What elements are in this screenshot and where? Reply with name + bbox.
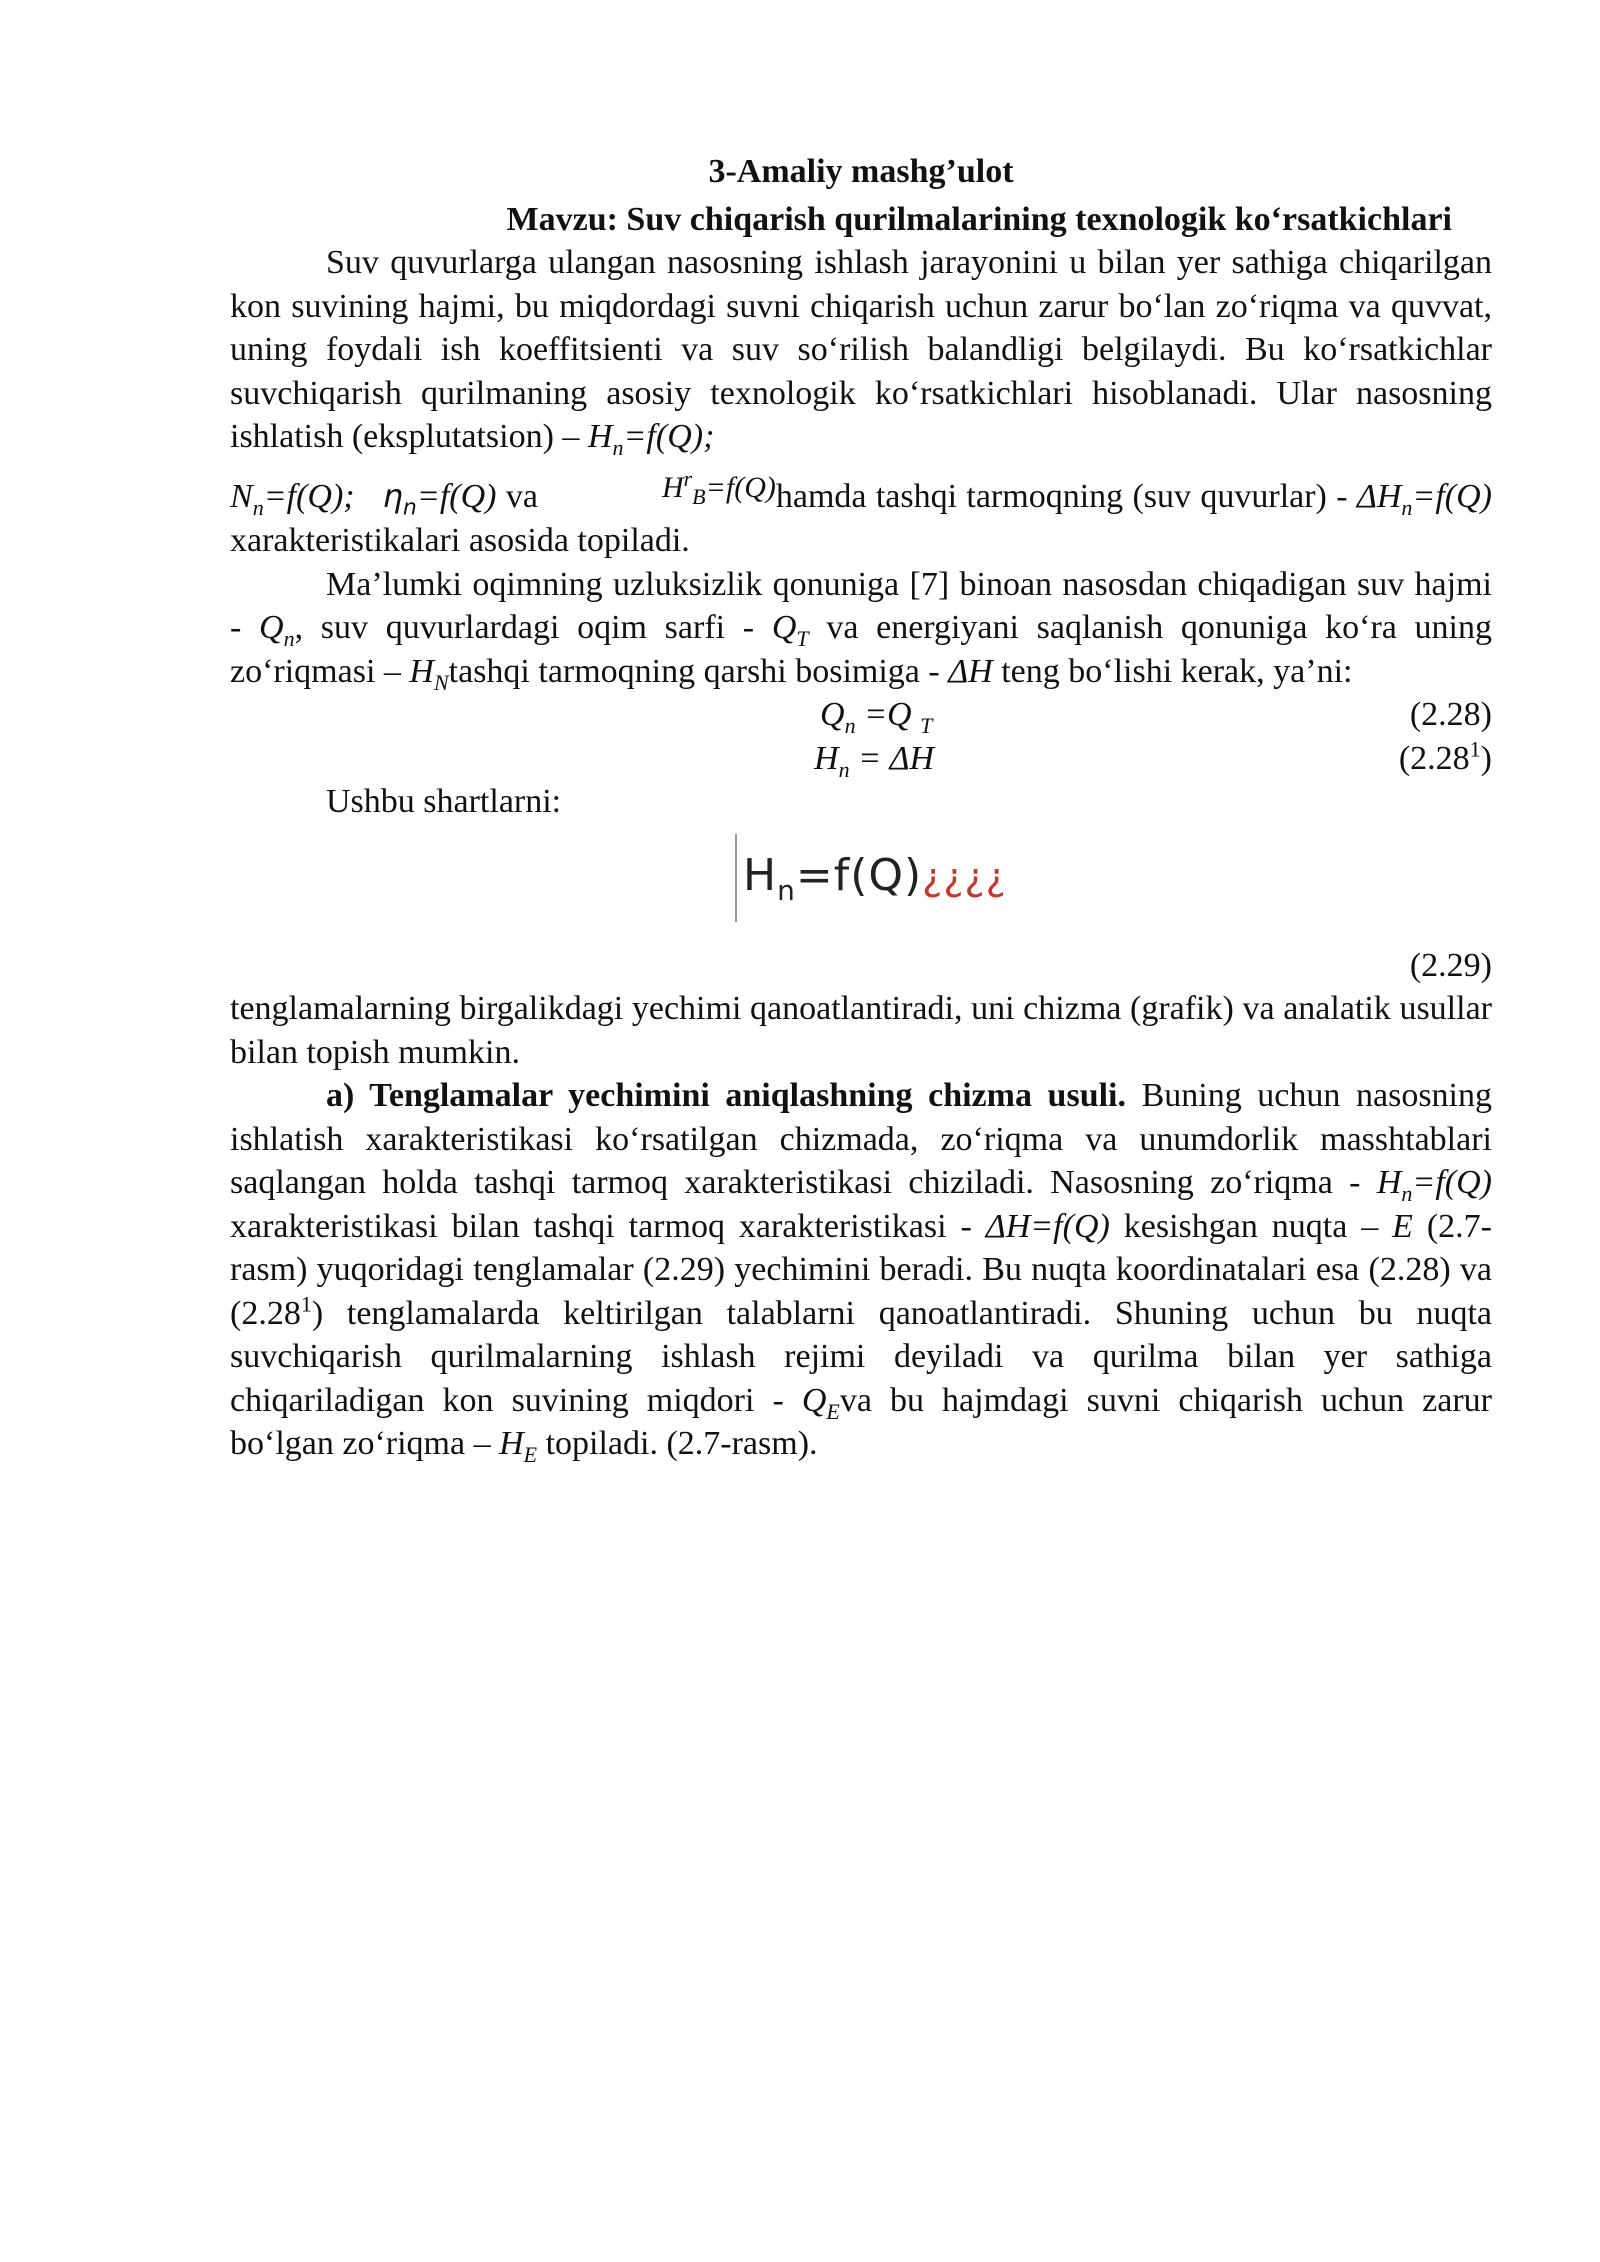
- formula-nn: $N_n=f(Q)$;: [230, 477, 355, 520]
- p4-text-e: ) tenglamalarda keltirilgan talablarni qanoatlantiradi. Shuning uchun bu nuqta suvchiqarish qurilmalarning ishlash rejimi deyiladi va qurilma bilan yer sathiga chiqariladigan kon suvining miqdori -: [230, 1294, 1492, 1419]
- p4-text-c: kesishgan nuqta –: [1109, 1207, 1393, 1245]
- paragraph-3: tenglamalarning birgalikdagi yechimi qanoatlantiradi, uni chizma (grafik) va analatik usullar bilan topish mumkin.: [230, 990, 1492, 1071]
- equation-2-28-1-expr: $H_n = \Delta H$: [814, 739, 935, 782]
- garbled-glyphs: ¿¿¿¿: [922, 854, 1007, 899]
- p1-va: va: [505, 477, 548, 515]
- formula-qn: $Q_n$: [259, 609, 295, 651]
- equation-2-28-1-number: (2.28$^1$): [1398, 736, 1492, 777]
- formula-he: $H_E$: [499, 1425, 538, 1467]
- formula-delta-hn: $\Delta H_n=f(Q)$: [1356, 477, 1492, 520]
- paragraph-1: Suv quvurlarga ulangan nasosning ishlash jarayonini u bilan yer sathiga chiqarilgan kon suvining hajmi, bu miqdordagi suvni chiqarish uchun zarur bo‘lan zo‘riqma va quvvat, uning foydali ish koeffitsienti va suv so‘rilish balandligi belgilaydi. Bu ko‘rsatkichlar suvchiqarish qurilmaning asosiy texnologik ko‘rsatkichlari hisoblanadi. Ular nasosning ishlatish (eksplutatsion) – $H_n=f(Q)$; $N_n=f(Q)$; $\eta_n=f(Q)$ va $H^r_B=f(Q)hamda$ tashqi tarmoqning (suv quvurlar) - $\Delta H_n=f(Q)$ xarakteristikalari asosida topiladi.: [230, 244, 1492, 559]
- p4-text-d: (2.7-rasm) yuqoridagi tenglamalar (2.29) yechimini beradi. Bu nuqta koordinatalari esa (2.28) va (2.28: [230, 1207, 1492, 1332]
- paragraph-2: [230, 563, 1492, 694]
- formula-hN: $H_N$: [409, 652, 449, 695]
- paragraph-4: a) Tenglamalar yechimini aniqlashning chizma usuli. Buning uchun nasosning ishlatish xarakteristikasi ko‘rsatilgan chizmada, zo‘riqma va unumdorlik masshtablari saqlangan holda tashqi tarmoq xarakteristikasi chiziladi. Nasosning zo‘riqma - $H_n=f(Q)$ xarakteristikasi bilan tashqi tarmoq xarakteristikasi - ΔH=f(Q) kesishgan nuqta – E (2.7-rasm) yuqoridagi tenglamalar (2.29) yechimini beradi. Bu nuqta koordinatalari esa (2.28) va (2.28$^1$) tenglamalarda keltirilgan talablarni qanoatlantiradi. Shuning uchun bu nuqta suvchiqarish qurilmalarning ishlash rejimi deyiladi va qurilma bilan yer sathiga chiqariladigan kon suvining miqdori - $Q_Eva$ bu hajmdagi suvni chiqarish uchun zarur bo‘lgan zo‘riqma – $H_E$ topiladi. (2.7-rasm).: [230, 1077, 1493, 1467]
- formula-hrb: $H^r_B=f(Q)$: [661, 465, 776, 509]
- p1-text-c: xarakteristikalari asosida topiladi.: [230, 522, 690, 559]
- equation-2-29-number: (2.29): [1409, 946, 1492, 984]
- page-title: 3-Amaliy mashg’ulot: [708, 153, 1014, 190]
- p2-text-a: Ma’lumki oqimning uzluksizlik qonuniga [7] binoan nasosdan chiqadigan suv hajmi -: [230, 565, 1492, 646]
- page-subtitle: Mavzu: Suv chiqarish qurilmalarining texnologik ko‘rsatkichlari: [506, 200, 1452, 238]
- formula-image: [230, 824, 1492, 944]
- equation-2-28-expr: $Q_n =Q$ $_T$: [820, 696, 933, 738]
- section-heading-a: a) Tenglamalar yechimini aniqlashning chizma usuli.: [326, 1077, 1126, 1114]
- bracket-line-icon: [735, 834, 737, 922]
- equation-2-28: [230, 693, 1492, 737]
- equation-2-28-number: (2.28): [1409, 696, 1492, 733]
- p2-text-e: teng bo‘lishi kerak, ya’ni:: [992, 652, 1353, 690]
- formula-delta-h: ΔH: [948, 652, 993, 690]
- point-e: E: [1392, 1207, 1413, 1245]
- p1-text-a: Suv quvurlarga ulangan nasosning ishlash jarayonini u bilan yer sathiga chiqarilgan kon suvining hajmi, bu miqdordagi suvni chiqarish uchun zarur bo‘lan zo‘riqma va quvvat, uning foydali ish koeffitsienti va suv so‘rilish balandligi belgilaydi. Bu ko‘rsatkichlar suvchiqarish qurilmaning asosiy texnologik ko‘rsatkichlari hisoblanadi. Ular nasosning ishlatish (eksplutatsion) –: [230, 244, 1492, 455]
- p1-text-b: hamda tashqi tarmoqning (suv quvurlar) -: [775, 477, 1357, 515]
- p2-text-d: tashqi tarmoqning qarshi bosimiga -: [448, 652, 949, 690]
- p4-text-f: va bu hajmdagi suvni chiqarish uchun zarur bo‘lgan zo‘riqma –: [230, 1381, 1493, 1462]
- formula-delta-h-fq: ΔH=f(Q): [985, 1207, 1110, 1245]
- p4-text-b: xarakteristikasi bilan tashqi tarmoq xarakteristikasi -: [230, 1207, 986, 1245]
- formula-qt: $Q_T$: [771, 609, 809, 651]
- document-page: [230, 150, 1492, 1466]
- p4-text-a: Buning uchun nasosning ishlatish xarakteristikasi ko‘rsatilgan chizmada, zo‘riqma va unumdorlik masshtablari saqlangan holda tashqi tarmoq xarakteristikasi chiziladi. Nasosning zo‘riqma -: [230, 1077, 1492, 1201]
- conditions-label: Ushbu shartlarni:: [326, 783, 562, 820]
- p2-text-b: , suv quvurlardagi oqim sarfi -: [294, 609, 772, 646]
- formula-eta: $\eta_n$: [382, 476, 417, 520]
- p4-text-g: topiladi. (2.7-rasm).: [537, 1425, 818, 1462]
- formula-hn: $H_n=f(Q)$;: [587, 418, 715, 460]
- equation-2-28-1: [230, 737, 1492, 781]
- formula-qe: $Q_E$: [801, 1381, 840, 1424]
- p2-text-c: va energiyani saqlanish qonuniga ko‘ra uning zo‘riqmasi –: [230, 609, 1492, 690]
- formula-image-content: $H_n=f(Q)¿¿¿¿$: [735, 834, 1007, 922]
- formula-hn-2: $H_n=f(Q)$: [1376, 1164, 1492, 1206]
